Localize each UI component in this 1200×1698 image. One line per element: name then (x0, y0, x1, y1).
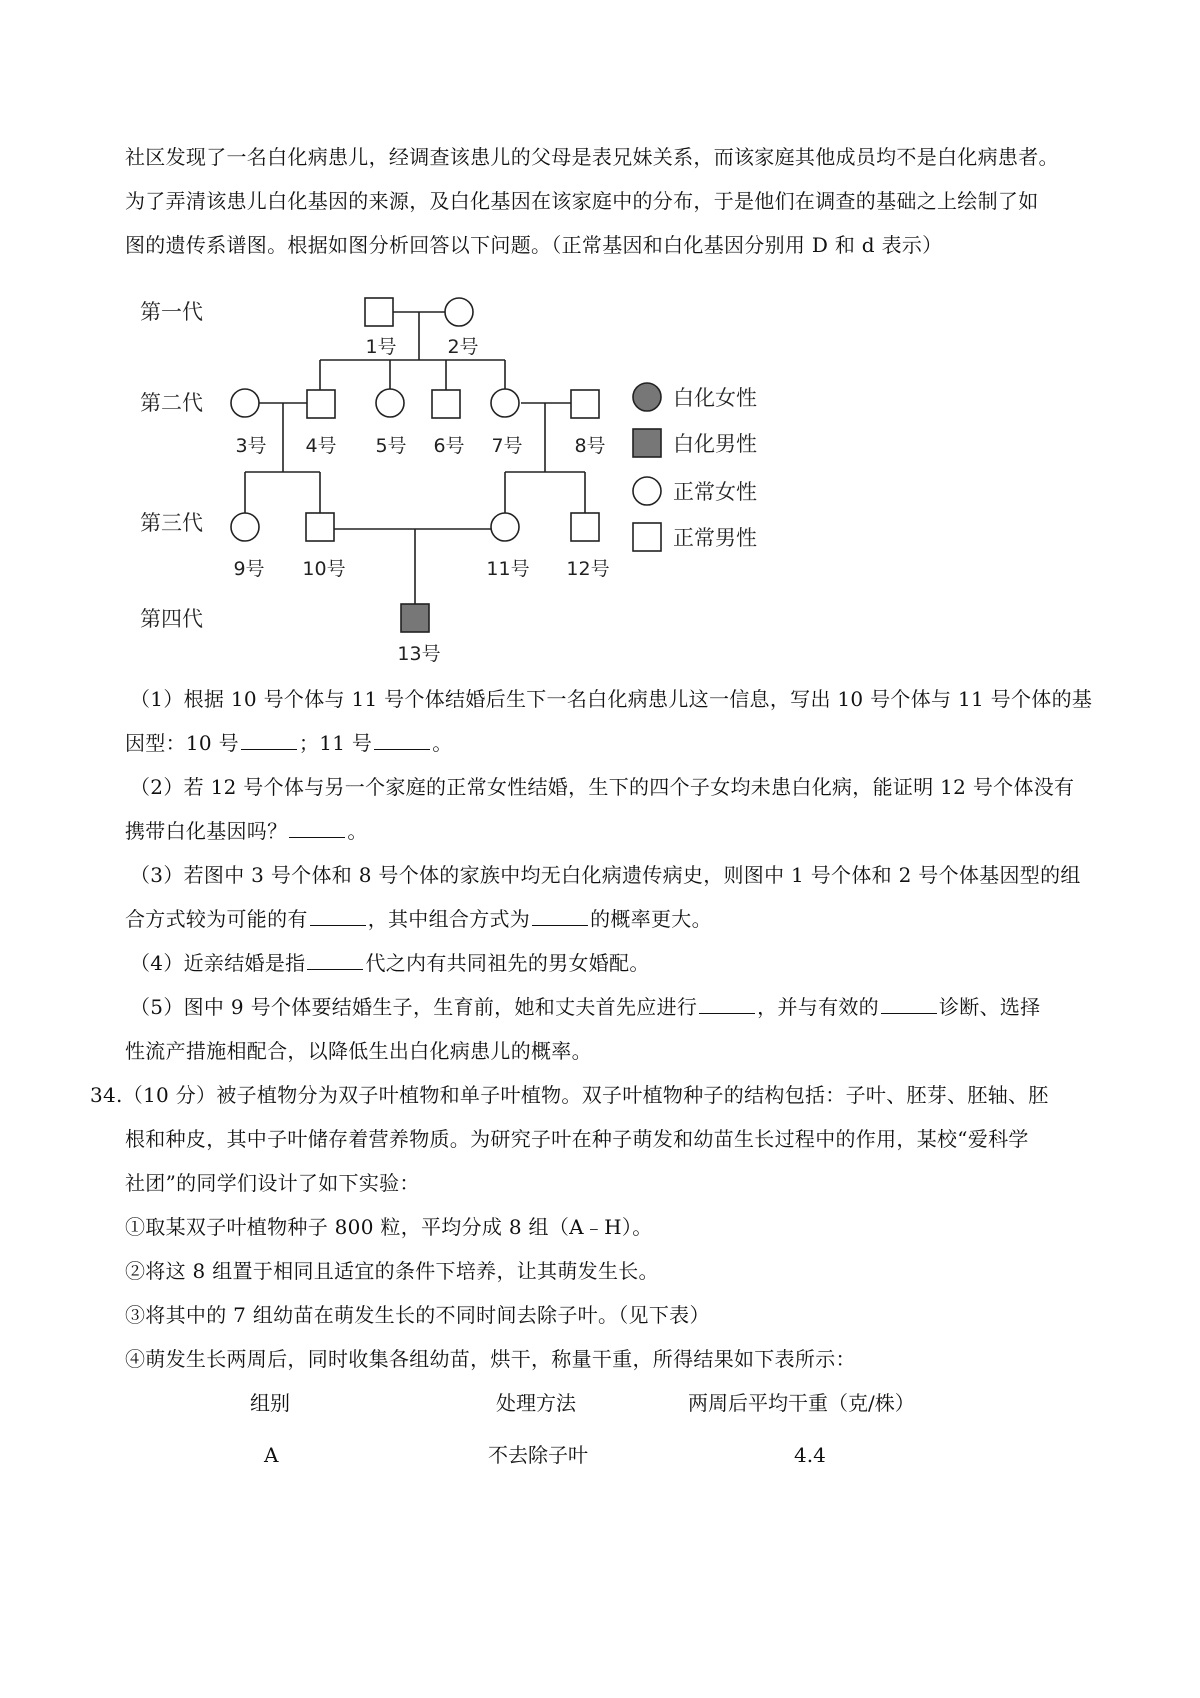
individual-12-label: 12号 (566, 558, 610, 580)
question-5-prefix: （5）图中 9 号个体要结婚生子，生育前，她和丈夫首先应进行 (130, 995, 698, 1019)
question-34-line-1: 34.（10 分）被子植物分为双子叶植物和单子叶植物。双子叶植物种子的结构包括：子叶、胚芽、胚轴、胚 (90, 1083, 1049, 1107)
question-3-end: 的概率更大。 (590, 907, 712, 931)
intro-line-3: 图的遗传系谱图。根据如图分析回答以下问题。（正常基因和白化基因分别用 D 和 d 表示） (125, 233, 943, 257)
question-34-step-1: ①取某双子叶植物种子 800 粒，平均分成 8 组（A﹣H）。 (125, 1215, 653, 1239)
question-3-mid: ，其中组合方式为 (367, 907, 531, 931)
individual-2-label: 2号 (447, 336, 479, 358)
table-header-group: 组别 (250, 1391, 290, 1415)
table-header-method: 处理方法 (496, 1391, 576, 1415)
individual-3-symbol (231, 389, 259, 417)
individual-4-label: 4号 (305, 435, 337, 457)
question-5-mid: ，并与有效的 (757, 995, 879, 1019)
answer-blank-q3-combos[interactable] (310, 905, 366, 926)
question-2-prefix: 携带白化基因吗？ (125, 819, 288, 843)
question-34-step-2: ②将这 8 组置于相同且适宜的条件下培养，让其萌发生长。 (125, 1259, 659, 1283)
question-1-mid: ；11 号 (298, 731, 373, 755)
question-2-end: 。 (347, 819, 368, 843)
question-2-line-2 (125, 817, 368, 845)
answer-blank-10-genotype[interactable] (241, 729, 297, 750)
generation-4-label: 第四代 (140, 607, 203, 631)
answer-blank-q5-a[interactable] (699, 993, 755, 1014)
individual-9-symbol (231, 513, 259, 541)
answer-blank-q2[interactable] (289, 817, 345, 838)
individual-10-label: 10号 (302, 558, 346, 580)
legend-albino-male-label: 白化男性 (673, 432, 757, 456)
answer-blank-q4[interactable] (307, 949, 363, 970)
table-cell-group-a: A (264, 1443, 279, 1467)
question-3-line-2 (125, 905, 712, 933)
individual-2-symbol (445, 298, 473, 326)
individual-13-label: 13号 (397, 643, 441, 665)
question-4-prefix: （4）近亲结婚是指 (130, 951, 306, 975)
table-header-weight: 两周后平均干重（克/株） (688, 1391, 915, 1415)
individual-4-symbol (307, 390, 335, 418)
individual-13-symbol (401, 604, 429, 632)
answer-blank-q5-b[interactable] (881, 993, 937, 1014)
answer-blank-11-genotype[interactable] (374, 729, 430, 750)
question-1-line-1: （1）根据 10 号个体与 11 号个体结婚后生下一名白化病患儿这一信息，写出 10 号个体与 11 号个体的基 (130, 687, 1093, 711)
legend-albino-female-label: 白化女性 (673, 386, 757, 410)
individual-10-symbol (306, 513, 334, 541)
individual-6-label: 6号 (433, 435, 465, 457)
individual-7-label: 7号 (491, 435, 523, 457)
intro-line-1: 社区发现了一名白化病患儿，经调查该患儿的父母是表兄妹关系，而该家庭其他成员均不是白化病患者。 (125, 145, 1059, 169)
individual-12-symbol (571, 513, 599, 541)
generation-1-label: 第一代 (140, 300, 203, 324)
individual-11-label: 11号 (486, 558, 530, 580)
generation-3-label: 第三代 (140, 511, 203, 535)
table-cell-weight-a: 4.4 (794, 1443, 826, 1467)
question-1-prefix: 因型：10 号 (125, 731, 239, 755)
pedigree-chart (0, 0, 1200, 680)
individual-11-symbol (491, 513, 519, 541)
legend-normal-male-symbol (633, 523, 661, 551)
question-34-step-3: ③将其中的 7 组幼苗在萌发生长的不同时间去除子叶。（见下表） (125, 1303, 710, 1327)
individual-7-symbol (491, 389, 519, 417)
question-4-end: 代之内有共同祖先的男女婚配。 (365, 951, 650, 975)
question-1-end: 。 (432, 731, 453, 755)
individual-9-label: 9号 (233, 558, 265, 580)
individual-6-symbol (432, 390, 460, 418)
legend-normal-male-label: 正常男性 (673, 526, 757, 550)
question-5-end: 诊断、选择 (938, 995, 1041, 1019)
intro-line-2: 为了弄清该患儿白化基因的来源，及白化基因在该家庭中的分布，于是他们在调查的基础之上绘制了如 (125, 189, 1039, 213)
question-4-line (130, 949, 650, 977)
individual-1-label: 1号 (365, 336, 397, 358)
generation-2-label: 第二代 (140, 391, 203, 415)
question-1-line-2 (125, 729, 453, 757)
individual-5-label: 5号 (375, 435, 407, 457)
answer-blank-q3-likely[interactable] (532, 905, 588, 926)
question-5-line-2: 性流产措施相配合，以降低生出白化病患儿的概率。 (125, 1039, 592, 1063)
question-34-line-3: 社团”的同学们设计了如下实验： (125, 1171, 420, 1195)
individual-5-symbol (376, 389, 404, 417)
legend-normal-female-label: 正常女性 (673, 480, 757, 504)
legend-albino-female-symbol (633, 383, 661, 411)
table-cell-method-a: 不去除子叶 (488, 1443, 588, 1467)
question-3-prefix: 合方式较为可能的有 (125, 907, 308, 931)
individual-8-symbol (571, 390, 599, 418)
question-34-line-2: 根和种皮，其中子叶储存着营养物质。为研究子叶在种子萌发和幼苗生长过程中的作用，某校“爱科学 (125, 1127, 1029, 1151)
question-5-line-1 (130, 993, 1040, 1021)
individual-8-label: 8号 (574, 435, 606, 457)
legend-normal-female-symbol (633, 477, 661, 505)
individual-3-label: 3号 (235, 435, 267, 457)
question-34-step-4: ④萌发生长两周后，同时收集各组幼苗，烘干，称量干重，所得结果如下表所示： (125, 1347, 856, 1371)
legend-albino-male-symbol (633, 429, 661, 457)
question-2-line-1: （2）若 12 号个体与另一个家庭的正常女性结婚，生下的四个子女均未患白化病，能证明 12 号个体没有 (130, 775, 1075, 799)
question-3-line-1: （3）若图中 3 号个体和 8 号个体的家族中均无白化病遗传病史，则图中 1 号个体和 2 号个体基因型的组 (130, 863, 1081, 887)
individual-1-symbol (365, 298, 393, 326)
